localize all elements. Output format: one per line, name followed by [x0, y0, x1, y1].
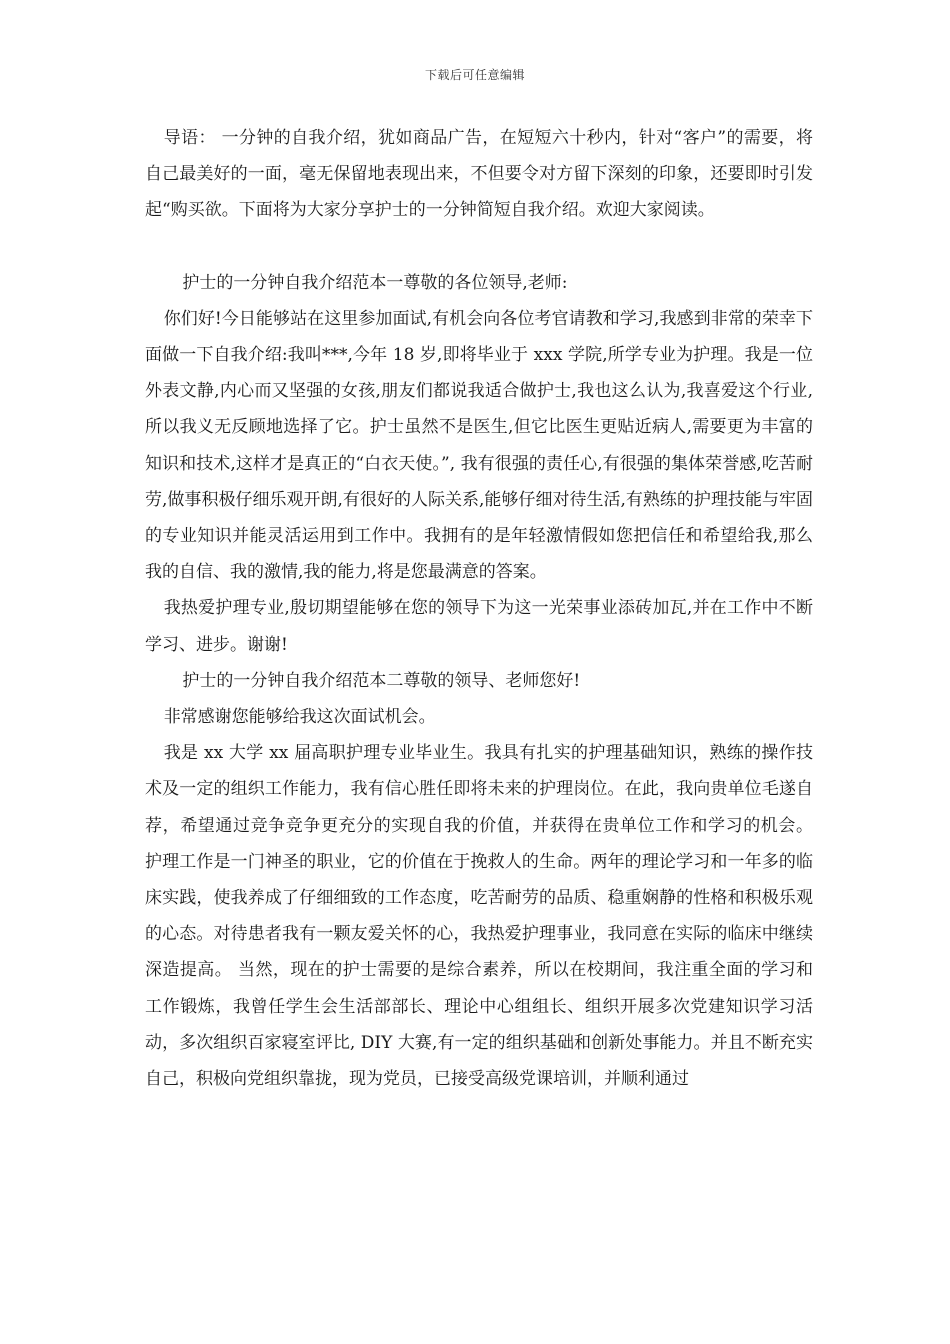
header-note: 下载后可任意编辑: [424, 68, 525, 82]
sample-two-title: 护士的一分钟自我介绍范本二尊敬的领导、老师您好!: [182, 670, 581, 691]
sample-two-thanks: 非常感谢您能够给我这次面试机会。: [163, 707, 436, 728]
document-body: [145, 120, 813, 1097]
sample-one-body: 你们好!今日能够站在这里参加面试,有机会向各位考官请教和学习,我感到非常的荣幸下面做一下自我介绍:我叫***,今年 18 岁,即将毕业于 xxx 学院,所学专业为护理。我是一位外表文静,内心而又坚强的女孩,朋友们都说我适合做护士,我也这么认为,我喜爱这个行业,所以我义无反顾地选择了它。护士虽然不是医生,但它比医生更贴近病人,需要更为丰富的知识和技术,这样才是真正的“白衣天使。”, 我有很强的责任心,有很强的集体荣誉感,吃苦耐劳,做事积极仔细乐观开朗,有很好的人际关系,能够仔细对待生活,有熟练的护理技能与牢固的专业知识并能灵活运用到工作中。我拥有的是年轻激情假如您把信任和希望给我,那么我的自信、我的激情,我的能力,将是您最满意的答案。: [145, 308, 813, 583]
sample-one-closing: 我热爱护理专业,殷切期望能够在您的领导下为这一光荣事业添砖加瓦,并在工作中不断学习、进步。谢谢!: [145, 598, 813, 655]
intro-paragraph: 导语： 一分钟的自我介绍，犹如商品广告，在短短六十秒内，针对“客户”的需要，将自己最美好的一面，毫无保留地表现出来，不但要令对方留下深刻的印象，还要即时引发起“购买欲。下面将为大家分享护士的一分钟简短自我介绍。欢迎大家阅读。: [145, 128, 813, 221]
sample-one-title: 护士的一分钟自我介绍范本一尊敬的各位领导,老师:: [182, 272, 568, 293]
sample-two-body: 我是 xx 大学 xx 届高职护理专业毕业生。我具有扎实的护理基础知识，熟练的操作技术及一定的组织工作能力，我有信心胜任即将未来的护理岗位。在此，我向贵单位毛遂自荐，希望通过竞争竞争更充分的实现自我的价值，并获得在贵单位工作和学习的机会。 护理工作是一门神圣的职业，它的价值在于挽救人的生命。两年的理论学习和一年多的临床实践，使我养成了仔细细致的工作态度，吃苦耐劳的品质、稳重娴静的性格和积极乐观的心态。对待患者我有一颗友爱关怀的心，我热爱护理事业，我同意在实际的临床中继续深造提高。 当然，现在的护士需要的是综合素养，所以在校期间，我注重全面的学习和工作锻炼，我曾任学生会生活部部长、理论中心组组长、组织开展多次党建知识学习活动，多次组织百家寝室评比, DIY 大赛,有一定的组织基础和创新处事能力。并且不断充实自己，积极向党组织靠拢，现为党员，已接受高级党课培训，并顺利通过: [145, 743, 813, 1090]
paragraph-gap: [145, 229, 813, 265]
